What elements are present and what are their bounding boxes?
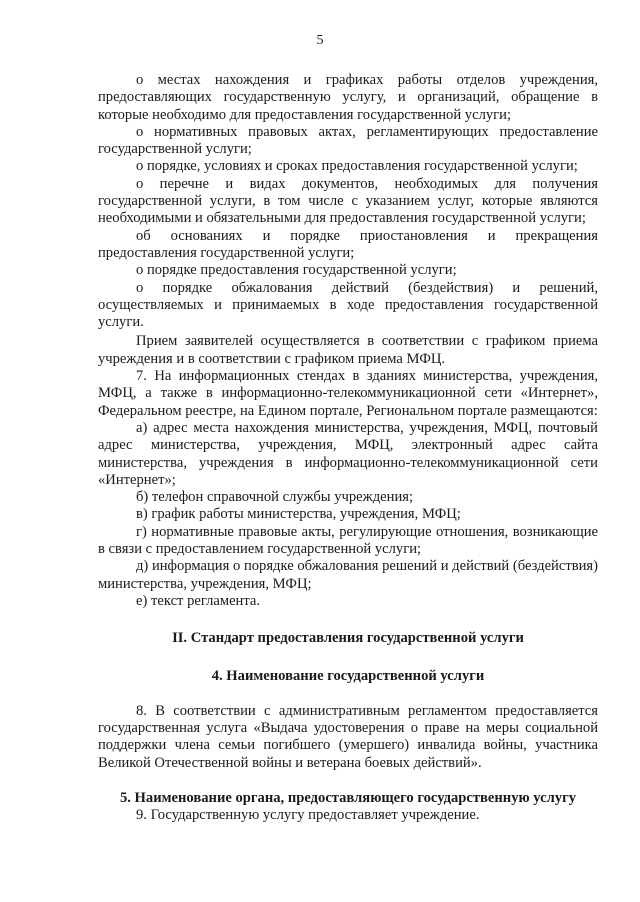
list-item-g: г) нормативные правовые акты, регулирующие отношения, возникающие в связи с предоставлением государственной услуги;: [98, 523, 598, 558]
list-item-e: е) текст регламента.: [136, 592, 261, 609]
document-body: [98, 72, 598, 825]
paragraph-8: 8. В соответствии с административным регламентом предоставляется государственная услуга «Выдача удостоверения о праве на меры социальной поддержки члена семьи погибшего (умершего) инвалида войны, участника Великой Отечественной войны и ветерана боевых действий».: [98, 702, 598, 771]
paragraph: о местах нахождения и графиках работы отделов учреждения, предоставляющих государственную услугу, и организаций, обращение в которые необходимо для предоставления государственной услуги;: [98, 72, 598, 123]
paragraph: о порядке предоставления государственной услуги;: [136, 262, 457, 279]
list-item-b: б) телефон справочной службы учреждения;: [136, 489, 414, 506]
list-item-v: в) график работы министерства, учреждения, МФЦ;: [136, 506, 461, 523]
paragraph: об основаниях и порядке приостановления и прекращения предоставления государственной услуги;: [98, 227, 598, 261]
subsection-4-heading: 4. Наименование государственной услуги: [211, 667, 485, 684]
list-item-a: а) адрес места нахождения министерства, учреждения, МФЦ, почтовый адрес министерства, учреждения, МФЦ, электронный адрес сайта министерства, учреждения в информационно-телекоммуникационной сети «Интернет»;: [98, 419, 598, 488]
paragraph: Прием заявителей осуществляется в соответствии с графиком приема учреждения и в соответствии с графиком приема МФЦ.: [98, 333, 598, 367]
page-number: 5: [316, 33, 324, 48]
paragraph: о нормативных правовых актах, регламентирующих предоставление государственной услуги;: [98, 123, 598, 158]
paragraph: о перечне и видах документов, необходимых для получения государственной услуги, в том числе с указанием услуг, которые являются необходимыми и обязательными для предоставления государственной услуги;: [98, 175, 598, 227]
paragraph-9: 9. Государственную услугу предоставляет учреждение.: [136, 807, 480, 824]
list-item-d: д) информация о порядке обжалования решений и действий (бездействия) министерства, учреждения, МФЦ;: [98, 558, 598, 592]
paragraph-7: 7. На информационных стендах в зданиях министерства, учреждения, МФЦ, а также в информационно-телекоммуникационной сети «Интернет», Федеральном реестре, на Едином портале, Региональном портале размещаются:: [98, 368, 598, 419]
paragraph: о порядке обжалования действий (бездействия) и решений, осуществляемых и принимаемых в ходе предоставления государственной услуги.: [98, 279, 598, 331]
section-heading: II. Стандарт предоставления государственной услуги: [172, 630, 524, 647]
subsection-5-heading: 5. Наименование органа, предоставляющего государственную услугу: [119, 789, 577, 806]
paragraph: о порядке, условиях и сроках предоставления государственной услуги;: [136, 158, 578, 175]
